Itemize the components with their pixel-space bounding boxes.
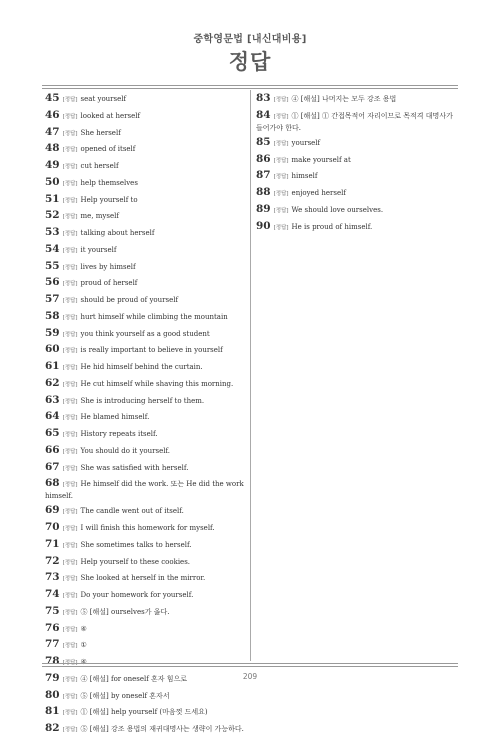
answer-item [256,185,456,202]
answer-text: make yourself at [291,155,351,164]
answer-item [45,309,245,326]
answer-tag: [정답] [273,140,289,147]
answer-tag: [정답] [62,97,78,103]
answer-item [256,108,456,135]
answer-tag: [정답] [62,147,78,154]
answer-tag: [정답] [62,381,78,388]
answer-number: 67 [45,460,60,473]
answer-number: 82 [45,722,60,734]
answer-tag: [정답] [273,224,289,231]
right-answer-column [256,91,456,235]
answer-number: 48 [45,142,60,155]
answer-text: ⑤ [해설] 강조 용법의 재귀대명사는 생략이 가능하다. [80,725,244,733]
answer-item [45,326,245,343]
answer-item [45,158,245,175]
page-number: 209 [242,672,258,681]
answer-tag: [정답] [273,157,289,164]
answer-text: you think yourself as a good student [80,329,210,338]
answer-number: 57 [45,293,60,305]
answer-text: ④ [해설] 나머지는 모두 강조 용법 [291,95,397,103]
answer-tag: [정답] [62,164,78,170]
bottom-rule [42,663,458,667]
answer-tag: [정답] [62,113,78,120]
answer-text: She sometimes talks to herself. [80,540,192,549]
answer-item [45,587,245,604]
answer-text: ④ [80,624,87,633]
answer-text: He himself did the work. 또는 He did the work himself. [45,480,244,501]
answer-tag: [정답] [62,298,78,304]
answer-text: She was satisfied with herself. [80,463,189,472]
answer-item [45,359,245,376]
answer-item [45,570,245,587]
answer-text: seat yourself [80,95,127,103]
answer-number: 53 [45,226,60,238]
answer-number: 78 [45,655,60,667]
answer-tag: [정답] [62,331,78,338]
answer-tag: [정답] [62,609,78,616]
answer-text: He cut himself while shaving this morning. [80,379,234,388]
answer-number: 77 [45,638,60,651]
answer-item [256,219,456,236]
answer-item [45,621,245,638]
answer-number: 68 [45,477,60,490]
answer-number: 45 [45,92,60,104]
answer-item [45,141,245,158]
top-rule [42,85,458,89]
answer-text: yourself [291,138,321,147]
answer-number: 72 [45,554,60,567]
answer-tag: [정답] [273,174,289,181]
answer-item [45,225,245,242]
answer-text: looked at herself [80,111,141,120]
answer-number: 79 [45,671,60,684]
answer-text: Do your homework for yourself. [80,591,194,599]
answer-text: ⑤ [해설] ourselves가 옳다. [80,607,170,616]
answer-number: 90 [256,219,271,232]
answer-tag: [정답] [273,97,289,103]
answer-tag: [정답] [62,626,78,633]
answer-tag: [정답] [62,415,78,422]
answer-tag: [정답] [62,130,78,137]
answer-text: hurt himself while climbing the mountain [80,312,228,321]
answer-text: She is introducing herself to them. [80,396,205,405]
answer-text: lives by himself [80,262,136,271]
answer-number: 71 [45,537,60,550]
answer-text: should be proud of yourself [80,296,179,304]
answer-text: He is proud of himself. [291,222,373,231]
answer-text: ① [80,641,87,650]
book-subtitle: 중학영문법 [내신대비용] [193,34,307,45]
answer-number: 60 [45,343,60,356]
answer-tag: [정답] [62,247,78,254]
answer-number: 46 [45,108,60,121]
answer-item [45,426,245,443]
answer-item [45,520,245,537]
answer-tag: [정답] [62,365,78,371]
answer-item [45,637,245,654]
answer-item [45,503,245,520]
answer-item [45,175,245,192]
answer-item [45,292,245,309]
page-title: 정답 [228,50,272,74]
answer-item [256,202,456,219]
answer-text: himself [291,172,318,181]
answer-tag: [정답] [62,197,78,204]
answer-tag: [정답] [62,693,78,700]
answer-text: He hid himself behind the curtain. [80,363,203,371]
answer-tag: [정답] [62,559,78,566]
answer-tag: [정답] [62,180,78,187]
answer-text: proud of herself [80,279,138,288]
answer-number: 74 [45,588,60,600]
answer-item [45,275,245,292]
answer-text: ⑤ [해설] by oneself 혼자서 [80,691,170,700]
answer-text: Help yourself to [80,195,138,204]
answer-item [45,721,245,738]
answer-item [45,537,245,554]
answer-number: 84 [256,108,271,121]
answer-item [45,376,245,393]
answer-tag: [정답] [62,593,78,599]
answer-text: ① [해설] ① 간접목적어 자리이므로 목적격 대명사가 들어가야 한다. [256,111,453,132]
answer-number: 56 [45,276,60,289]
answer-number: 69 [45,504,60,517]
answer-text: You should do it yourself. [80,446,171,455]
answer-tag: [정답] [62,432,78,438]
answer-tag: [정답] [62,231,78,237]
answer-tag: [정답] [62,398,78,405]
answer-tag: [정답] [62,509,78,516]
answer-tag: [정답] [62,676,78,683]
answer-text: enjoyed herself [291,189,346,197]
answer-text: ① [해설] help yourself (마음껏 드세요) [80,708,208,717]
answer-item [45,108,245,125]
answer-tag: [정답] [62,281,78,288]
answer-tag: [정답] [62,264,78,271]
answer-text: is really important to believe in yourself [80,346,223,355]
answer-number: 75 [45,604,60,617]
answer-text: I will finish this homework for myself. [80,524,215,532]
answer-number: 81 [45,705,60,718]
answer-number: 70 [45,521,60,533]
column-divider [250,90,251,661]
answer-item [45,443,245,460]
answer-tag: [정답] [62,465,78,472]
answer-text: help themselves [80,178,138,187]
answer-number: 49 [45,159,60,171]
answer-text: talking about herself [80,229,155,237]
answer-text: cut herself [80,162,119,170]
answer-item [45,208,245,225]
answer-number: 76 [45,621,60,634]
answer-number: 55 [45,259,60,272]
answer-tag: [정답] [62,348,78,355]
answer-tag: [정답] [62,576,78,583]
answer-number: 65 [45,427,60,439]
answer-tag: [정답] [62,526,78,532]
answer-number: 63 [45,393,60,406]
answer-text: The candle went out of itself. [80,507,184,516]
answer-item [45,476,245,503]
answer-number: 85 [256,135,271,148]
answer-number: 51 [45,192,60,205]
answer-item [256,168,456,185]
answer-number: 86 [256,152,271,165]
answer-number: 88 [256,186,271,198]
answer-item [256,152,456,169]
answer-number: 64 [45,410,60,423]
answer-number: 83 [256,92,271,104]
answer-item [256,135,456,152]
answer-number: 47 [45,125,60,138]
answer-item [45,192,245,209]
answer-item [45,91,245,108]
answer-item [45,554,245,571]
answer-number: 59 [45,326,60,339]
answer-item [45,604,245,621]
answer-text: We should love ourselves. [291,205,384,214]
answer-tag: [정답] [62,542,78,549]
answer-item [45,688,245,705]
answer-number: 66 [45,443,60,456]
answer-item [45,342,245,359]
answer-tag: [정답] [62,448,78,455]
answer-tag: [정답] [62,214,78,221]
answer-number: 50 [45,175,60,188]
answer-item [45,125,245,142]
answer-tag: [정답] [62,314,78,321]
answer-number: 73 [45,571,60,584]
answer-tag: [정답] [62,482,78,489]
answer-tag: [정답] [62,710,78,717]
answer-number: 61 [45,360,60,372]
answer-number: 62 [45,376,60,389]
answer-item [45,460,245,477]
answer-number: 87 [256,169,271,182]
answer-tag: [정답] [273,113,289,120]
answer-text: She looked at herself in the mirror. [80,574,206,583]
answer-text: History repeats itself. [80,430,158,438]
left-answer-column [45,91,245,738]
answer-text: He blamed himself. [80,413,150,422]
answer-number: 52 [45,209,60,222]
answer-text: it yourself [80,245,117,254]
answer-item [45,409,245,426]
answer-tag: [정답] [62,643,78,650]
answer-number: 58 [45,309,60,322]
answer-number: 89 [256,202,271,215]
answer-number: 80 [45,688,60,701]
answer-item [45,393,245,410]
answer-text: ④ [80,658,87,666]
answer-number: 54 [45,242,60,255]
answer-tag: [정답] [273,207,289,214]
answer-text: She herself [80,128,121,137]
answer-item [256,91,456,108]
answer-tag: [정답] [62,660,78,666]
answer-text: opened of itself [80,145,136,154]
answer-text: me, myself [80,212,119,221]
answer-tag: [정답] [273,191,289,197]
answer-item [45,242,245,259]
answer-item [45,259,245,276]
answer-tag: [정답] [62,727,78,733]
answer-text: Help yourself to these cookies. [80,557,191,566]
answer-text: ④ [해설] for oneself 혼자 힘으로 [80,674,188,683]
